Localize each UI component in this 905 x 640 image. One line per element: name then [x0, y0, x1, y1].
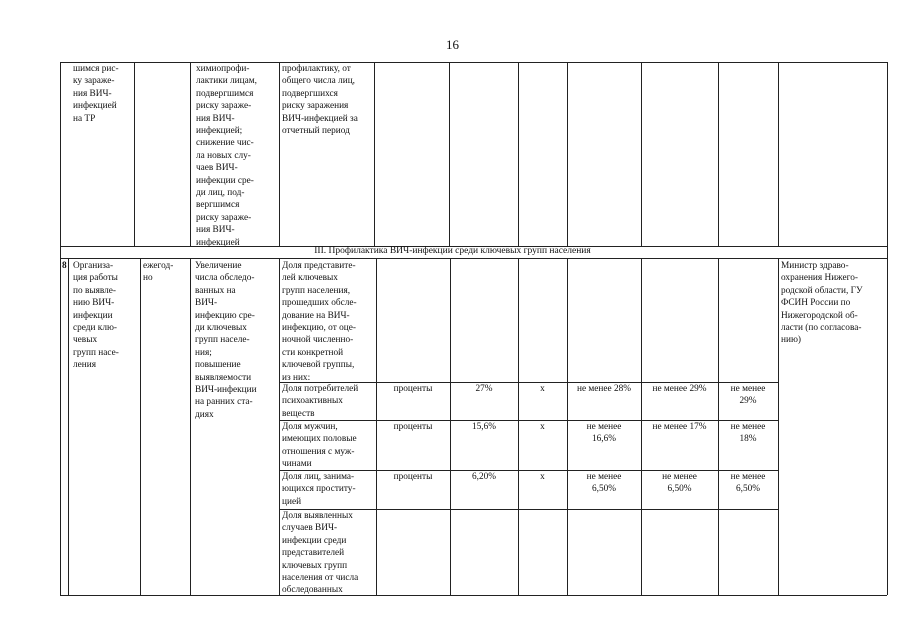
- page-number: 16: [446, 37, 459, 52]
- indicator-name: Доля лиц, занима- ющихся проститу- цией: [282, 472, 356, 507]
- indicator-base-value: 15,6%: [471, 422, 496, 432]
- indicator-target-1: не менее 28%: [576, 384, 632, 394]
- top-row-indicator: профилактику, от общего числа лиц, подвергшихся риску заражения ВИЧ-инфекцией за отчетный период: [282, 64, 358, 137]
- top-row-goal: химиопрофи- лактики лицам, подвергшимся риску зараже- ния ВИЧ- инфекцией; снижение чис- ла новых слу- чаев ВИЧ- инфекции сре- ди лиц, под- вергшимся риску зараже- ния ВИЧ- инфекцией: [196, 64, 257, 248]
- indicator-target-3: не менее 29%: [730, 384, 766, 407]
- grid-line: [567, 62, 568, 246]
- indicator-unit: проценты: [393, 422, 433, 432]
- indicator-unit: проценты: [393, 384, 433, 394]
- row-number: 8: [62, 261, 67, 271]
- indicator-x: х: [540, 422, 545, 432]
- indicator-name: Доля выявленных случаев ВИЧ- инфекции среди представителей ключевых групп населения от числа обследованных: [282, 511, 359, 596]
- grid-line: [60, 258, 887, 259]
- grid-line: [778, 62, 779, 246]
- indicator-target-3: не менее 18%: [730, 422, 766, 445]
- indicator-target-1: не менее 6,50%: [586, 472, 622, 495]
- measure-name: Организа- ция работы по выявле- нию ВИЧ- инфекции среди клю- чевых групп насе- ления: [73, 261, 119, 371]
- grid-line: [140, 258, 141, 595]
- indicator-target-2: не менее 29%: [652, 384, 707, 394]
- indicator-base-value: 27%: [475, 384, 493, 394]
- grid-line: [60, 62, 887, 63]
- indicator-name: Доля потребителей психоактивных веществ: [282, 384, 359, 419]
- grid-line: [279, 62, 280, 246]
- period: ежегод- но: [143, 261, 174, 284]
- grid-line: [778, 258, 779, 595]
- indicator-target-2: не менее 6,50%: [662, 472, 697, 495]
- indicator-name: Доля представите- лей ключевых групп населения, прошедших обсле- дование на ВИЧ- инфекцию, от оце- ночной численно- сти конкретной ключевой группы, из них:: [282, 261, 357, 383]
- grid-line: [60, 62, 61, 595]
- grid-line: [887, 62, 888, 595]
- section-header: III. Профилактика ВИЧ-инфекции среди ключевых групп населения: [314, 246, 591, 256]
- indicator-target-3: не менее 6,50%: [730, 472, 766, 495]
- indicator-x: х: [540, 472, 545, 482]
- grid-line: [190, 62, 191, 246]
- grid-line: [190, 258, 191, 595]
- grid-line: [374, 62, 375, 246]
- grid-line: [718, 62, 719, 246]
- grid-line: [60, 595, 887, 596]
- indicator-x: х: [540, 384, 545, 394]
- grid-line: [279, 258, 280, 595]
- grid-line: [134, 62, 135, 246]
- indicator-unit: проценты: [393, 472, 433, 482]
- grid-line: [449, 62, 450, 246]
- grid-line: [518, 62, 519, 246]
- responsible: Министр здраво- охранения Нижего- родской области, ГУ ФСИН России по Нижегородской об- ласти (по согласова- нию): [781, 261, 863, 346]
- grid-line: [68, 258, 69, 595]
- indicator-name: Доля мужчин, имеющих половые отношения с муж- чинами: [282, 422, 357, 470]
- indicator-target-2: не менее 17%: [652, 422, 707, 432]
- grid-line: [641, 62, 642, 246]
- goal: Увеличение числа обследо- ванных на ВИЧ- инфекцию сре- ди ключевых групп населе- ния; повышение выявляемости ВИЧ-инфекции на ранних ста- диях: [195, 261, 257, 420]
- indicator-target-1: не менее 16,6%: [586, 422, 622, 445]
- top-row-measure-name: шимся рис- ку зараже- ния ВИЧ- инфекцией на ТР: [73, 64, 119, 124]
- indicator-base-value: 6,20%: [471, 472, 496, 482]
